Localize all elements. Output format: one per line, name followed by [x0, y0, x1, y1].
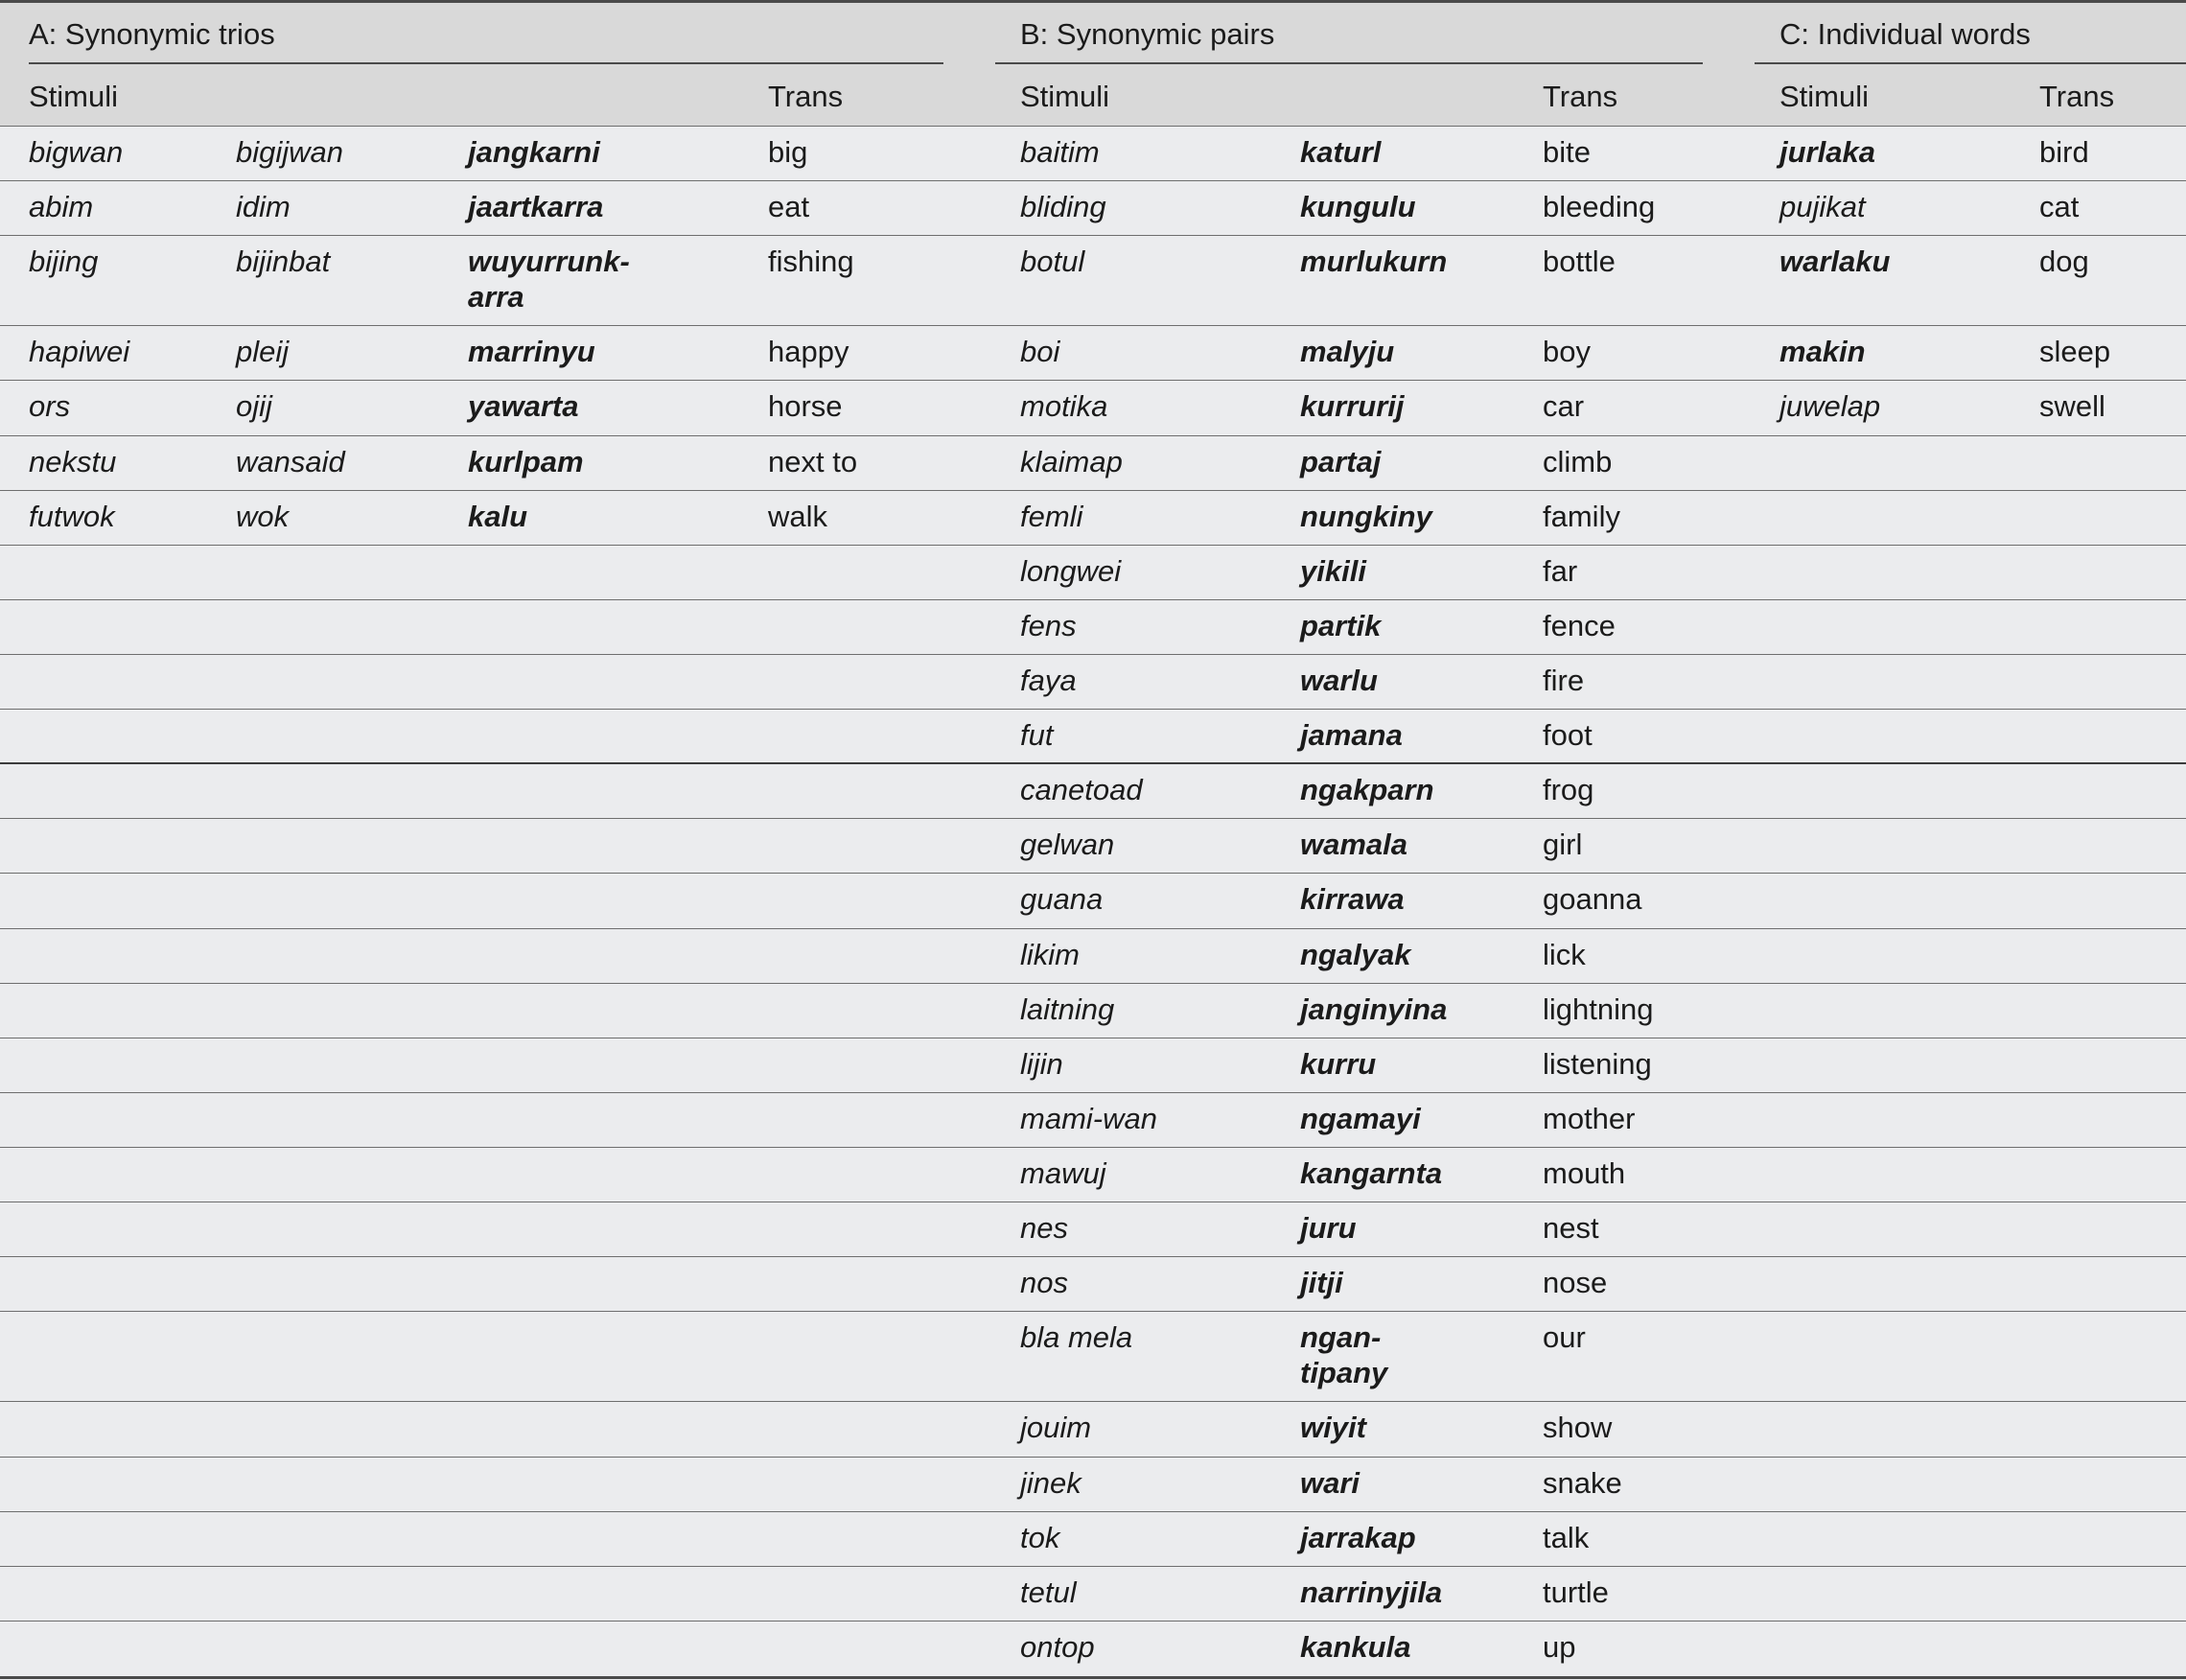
b-trans: fire [1543, 664, 1585, 697]
b-trans: bottle [1543, 245, 1616, 279]
table-row [0, 655, 2186, 710]
b-target: wiyit [1300, 1411, 1366, 1445]
b-trans: car [1543, 389, 1585, 424]
table-row [0, 764, 2186, 819]
table-row [0, 436, 2186, 491]
b-trans: boy [1543, 335, 1591, 369]
b-target: wari [1300, 1465, 1360, 1500]
b-target: warlu [1300, 664, 1378, 697]
b-target: partik [1300, 608, 1382, 642]
b-trans: mouth [1543, 1156, 1626, 1190]
b-target: jarrakap [1300, 1520, 1416, 1554]
table-row [0, 127, 2186, 181]
table-row [0, 236, 2186, 326]
b-stimulus: tetul [1020, 1575, 1077, 1609]
a-stimulus-1: hapiwei [29, 335, 130, 369]
b-stimuli-header: Stimuli [1020, 80, 1110, 113]
b-stimulus: jouim [1020, 1411, 1092, 1445]
b-trans: nose [1543, 1266, 1608, 1300]
table-row [0, 710, 2186, 764]
b-stimulus: likim [1020, 937, 1080, 971]
a-target: jangkarni [468, 135, 600, 169]
c-stimulus: makin [1779, 335, 1866, 369]
b-target: partaj [1300, 444, 1382, 478]
b-target: kirrawa [1300, 882, 1405, 917]
b-stimulus: lijin [1020, 1046, 1063, 1081]
b-trans: frog [1543, 773, 1594, 807]
b-stimulus: motika [1020, 389, 1108, 424]
table-row [0, 874, 2186, 928]
a-trans: happy [768, 335, 849, 369]
b-target: ngamayi [1300, 1101, 1421, 1135]
a-stimulus-2: pleij [236, 335, 290, 369]
a-stimulus-2: wok [236, 499, 290, 533]
b-target: kangarnta [1300, 1156, 1443, 1190]
group-c-title: C: Individual words [1779, 17, 2031, 51]
b-target: jitji [1300, 1266, 1343, 1300]
b-target: kankula [1300, 1629, 1411, 1664]
table-row [0, 1458, 2186, 1512]
c-trans: cat [2039, 190, 2080, 224]
a-target: jaartkarra [468, 190, 604, 224]
a-stimulus-2: wansaid [236, 444, 345, 478]
b-stimulus: mami-wan [1020, 1101, 1157, 1135]
c-stimulus: juwelap [1779, 389, 1881, 424]
group-a-title: A: Synonymic trios [29, 17, 275, 51]
b-trans: talk [1543, 1520, 1590, 1554]
b-trans: climb [1543, 444, 1613, 478]
a-trans: fishing [768, 245, 854, 279]
table-row [0, 819, 2186, 874]
c-trans: bird [2039, 135, 2089, 169]
b-stimulus: jinek [1020, 1465, 1081, 1500]
a-target: kurlpam [468, 444, 584, 478]
a-stimulus-2: idim [236, 190, 291, 224]
b-trans: up [1543, 1629, 1576, 1664]
c-stimulus: jurlaka [1779, 135, 1875, 169]
b-target: malyju [1300, 335, 1395, 369]
b-trans-header: Trans [1543, 80, 1618, 113]
b-trans: girl [1543, 828, 1583, 862]
group-b-rule [995, 62, 1703, 64]
b-stimulus: ontop [1020, 1629, 1095, 1664]
table-row [0, 600, 2186, 655]
b-target: juru [1300, 1211, 1357, 1246]
table-row [0, 1038, 2186, 1093]
b-trans: fence [1543, 608, 1616, 642]
table-top-rule [0, 0, 2186, 3]
b-stimulus: baitim [1020, 135, 1100, 169]
table-row [0, 326, 2186, 381]
b-target: yikili [1300, 553, 1366, 588]
b-stimulus: fens [1020, 608, 1077, 642]
a-trans-header: Trans [768, 80, 844, 113]
table-row [0, 1093, 2186, 1148]
b-stimulus: botul [1020, 245, 1085, 279]
a-stimulus-1: ors [29, 389, 71, 424]
b-stimulus: nes [1020, 1211, 1068, 1246]
b-stimulus: longwei [1020, 553, 1122, 588]
b-trans: our [1543, 1320, 1586, 1355]
b-stimulus: laitning [1020, 992, 1115, 1026]
b-stimulus: mawuj [1020, 1156, 1106, 1190]
b-target: katurl [1300, 135, 1382, 169]
a-target: marrinyu [468, 335, 595, 369]
b-stimulus: klaimap [1020, 444, 1123, 478]
c-trans: swell [2039, 389, 2105, 424]
a-stimulus-2: bijinbat [236, 245, 331, 279]
table-row [0, 929, 2186, 984]
c-trans-header: Trans [2039, 80, 2115, 113]
b-stimulus: bla mela [1020, 1320, 1133, 1355]
b-target: ngakparn [1300, 773, 1434, 807]
b-target: kungulu [1300, 190, 1416, 224]
table-row [0, 1567, 2186, 1622]
a-trans: next to [768, 444, 858, 478]
b-trans: bite [1543, 135, 1591, 169]
b-stimulus: femli [1020, 499, 1083, 533]
a-stimulus-2: ojij [236, 389, 272, 424]
b-stimulus: boi [1020, 335, 1060, 369]
b-trans: mother [1543, 1101, 1636, 1135]
a-target: kalu [468, 499, 528, 533]
b-stimulus: faya [1020, 664, 1077, 697]
b-target: murlukurn [1300, 245, 1448, 279]
group-a-rule [29, 62, 943, 64]
b-stimulus: gelwan [1020, 828, 1115, 862]
table-row [0, 1202, 2186, 1257]
a-trans: eat [768, 190, 810, 224]
c-stimuli-header: Stimuli [1779, 80, 1870, 113]
c-stimulus: pujikat [1779, 190, 1866, 224]
b-trans: goanna [1543, 882, 1642, 917]
c-trans: sleep [2039, 335, 2111, 369]
b-trans: show [1543, 1411, 1613, 1445]
table-bottom-rule [0, 1676, 2186, 1679]
a-stimulus-2: bigijwan [236, 135, 344, 169]
b-target: kurrurij [1300, 389, 1405, 424]
table-row [0, 546, 2186, 600]
table-row [0, 1312, 2186, 1402]
table-row [0, 181, 2186, 236]
b-trans: foot [1543, 718, 1593, 753]
table-row [0, 1257, 2186, 1312]
b-target: nungkiny [1300, 499, 1432, 533]
b-target: janginyina [1300, 992, 1448, 1026]
a-trans: big [768, 135, 808, 169]
a-stimuli-header: Stimuli [29, 80, 119, 113]
a-trans: walk [768, 499, 828, 533]
b-trans: snake [1543, 1465, 1622, 1500]
c-stimulus: warlaku [1779, 245, 1891, 279]
table-row [0, 491, 2186, 546]
b-trans: lick [1543, 937, 1586, 971]
a-stimulus-1: bigwan [29, 135, 124, 169]
b-stimulus: guana [1020, 882, 1104, 917]
b-stimulus: bliding [1020, 190, 1106, 224]
a-stimulus-1: abim [29, 190, 94, 224]
b-trans: turtle [1543, 1575, 1609, 1609]
b-stimulus: tok [1020, 1520, 1060, 1554]
b-stimulus: canetoad [1020, 773, 1143, 807]
c-trans: dog [2039, 245, 2089, 279]
b-target: ngalyak [1300, 937, 1411, 971]
b-target: wamala [1300, 828, 1408, 862]
a-stimulus-1: futwok [29, 499, 115, 533]
b-target: narrinyjila [1300, 1575, 1443, 1609]
table-row [0, 1622, 2186, 1676]
b-target: ngan- tipany [1300, 1320, 1388, 1390]
group-b-title: B: Synonymic pairs [1020, 17, 1275, 51]
table-row [0, 1512, 2186, 1567]
table-row [0, 984, 2186, 1038]
b-trans: lightning [1543, 992, 1654, 1026]
a-trans: horse [768, 389, 843, 424]
table-row [0, 1402, 2186, 1457]
a-target: yawarta [468, 389, 579, 424]
b-stimulus: fut [1020, 718, 1054, 753]
a-target: wuyurrunk- arra [468, 245, 630, 315]
b-trans: family [1543, 499, 1620, 533]
a-stimulus-1: nekstu [29, 444, 117, 478]
group-c-rule [1755, 62, 2186, 64]
table-row [0, 381, 2186, 435]
b-trans: listening [1543, 1046, 1652, 1081]
a-stimulus-1: bijing [29, 245, 99, 279]
b-target: kurru [1300, 1046, 1377, 1081]
b-trans: far [1543, 553, 1578, 588]
b-trans: bleeding [1543, 190, 1656, 224]
b-trans: nest [1543, 1211, 1599, 1246]
b-target: jamana [1300, 718, 1403, 753]
table-row [0, 1148, 2186, 1202]
b-stimulus: nos [1020, 1266, 1068, 1300]
